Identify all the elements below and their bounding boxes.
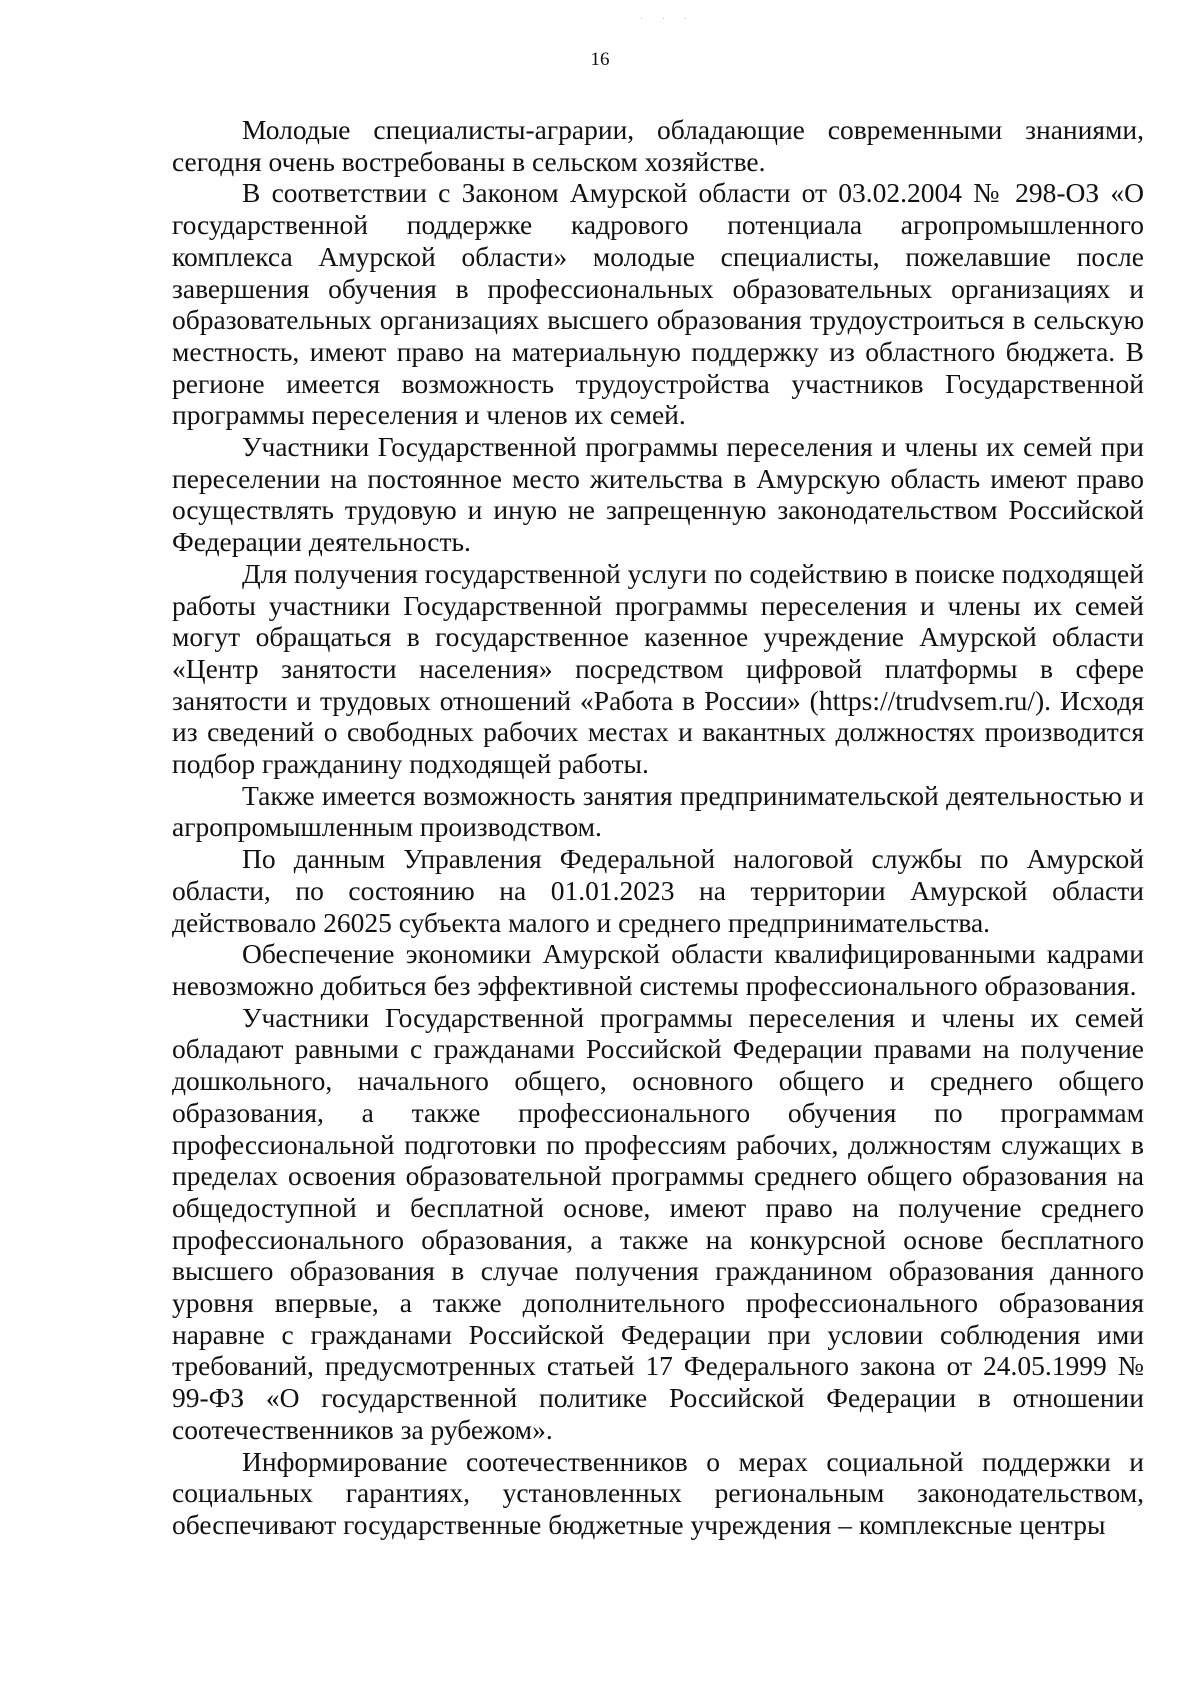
scan-artifact: · · · bbox=[640, 14, 695, 25]
paragraph: По данным Управления Федеральной налоговой службы по Амурской области, по состоянию на 01.01.2023 на территории Амурской области действовало 26025 субъекта малого и среднего предпринимательства. bbox=[172, 843, 1144, 938]
paragraph: Обеспечение экономики Амурской области квалифицированными кадрами невозможно добиться без эффективной системы профессионального образования. bbox=[172, 938, 1144, 1001]
paragraph: Участники Государственной программы переселения и члены их семей при переселении на постоянное место жительства в Амурскую область имеют право осуществлять трудовую и иную не запрещенную законодательством Российской Федерации деятельность. bbox=[172, 431, 1144, 558]
paragraph: Также имеется возможность занятия предпринимательской деятельностью и агропромышленным производством. bbox=[172, 779, 1144, 843]
paragraph: Участники Государственной программы переселения и члены их семей обладают равными с гражданами Российской Федерации правами на получение дошкольного, начального общего, основного общего и среднего общего образования, а также профессионального обучения по программам профессиональной подготовки по профессиям рабочих, должностям служащих в пределах освоения образовательной программы среднего общего образования на общедоступной и бесплатной основе, имеют право на получение среднего профессионального образования, а также на конкурсной основе бесплатного высшего образования в случае получения гражданином образования данного уровня впервые, а также дополнительного профессионального образования наравне с гражданами Российской Федерации при условии соблюдения ими требований, предусмотренных статьей 17 Федерального закона от 24.05.1999 № 99-ФЗ «О государственной политике Российской Федерации в отношении соотечественников за рубежом». bbox=[172, 1001, 1144, 1445]
body-text bbox=[172, 114, 1144, 1541]
paragraph: Молодые специалисты-аграрии, обладающие современными знаниями, сегодня очень востребованы в сельском хозяйстве. bbox=[172, 114, 1144, 177]
paragraph: В соответствии с Законом Амурской области от 03.02.2004 № 298-ОЗ «О государственной поддержке кадрового потенциала агропромышленного комплекса Амурской области» молодые специалисты, пожелавшие после завершения обучения в профессиональных образовательных организациях и образовательных организациях высшего образования трудоустроиться в сельскую местность, имеют право на материальную поддержку из областного бюджета. В регионе имеется возможность трудоустройства участников Государственной программы переселения и членов их семей. bbox=[172, 177, 1144, 431]
paragraph: Информирование соотечественников о мерах социальной поддержки и социальных гарантиях, установленных региональным законодательством, обеспечивают государственные бюджетные учреждения – комплексные центры bbox=[172, 1445, 1144, 1540]
page-number: 16 bbox=[590, 49, 610, 70]
paragraph: Для получения государственной услуги по содействию в поиске подходящей работы участники Государственной программы переселения и члены их семей могут обращаться в государственное казенное учреждение Амурской области «Центр занятости населения» посредством цифровой платформы в сфере занятости и трудовых отношений «Работа в России» (https://trudvsem.ru/). Исходя из сведений о свободных рабочих местах и вакантных должностях производится подбор гражданину подходящей работы. bbox=[172, 557, 1144, 780]
